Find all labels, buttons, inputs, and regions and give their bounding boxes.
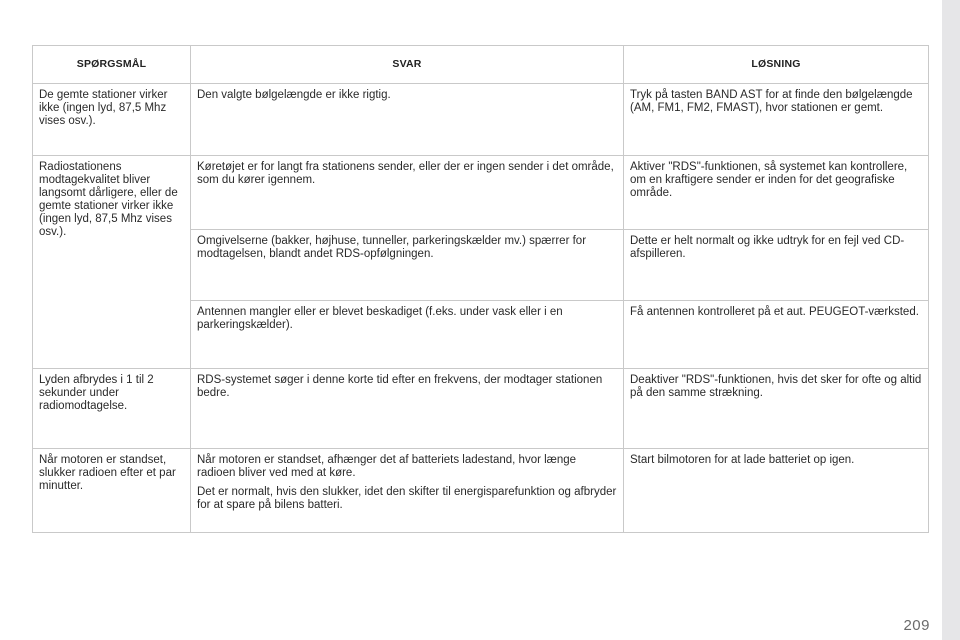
answer-text: Det er normalt, hvis den slukker, idet den skifter til energisparefunktion og afbryder for at spare på bilens batteri. [197,486,617,511]
solution-cell: Start bilmotoren for at lade batteriet op igen. [624,449,929,533]
question-cell: Når motoren er standset, slukker radioen efter et par minutter. [33,449,191,533]
solution-cell: Aktiver "RDS"-funktionen, så systemet kan kontrollere, om en kraftigere sender er inden for det geografiske område. [624,156,929,230]
question-cell: De gemte stationer virker ikke (ingen lyd, 87,5 Mhz vises osv.). [33,84,191,156]
table-row [33,84,929,156]
side-strip [942,0,960,640]
answer-text: Antennen mangler eller er blevet beskadiget (f.eks. under vask eller i en parkeringskælder). [197,306,563,331]
table-row [33,156,929,230]
answer-cell [191,156,624,230]
answer-text: Omgivelserne (bakker, højhuse, tunneller, parkeringskælder mv.) spærrer for modtagelsen, blandt andet RDS-opfølgningen. [197,235,587,260]
answer-text: Køretøjet er for langt fra stationens sender, eller der er ingen sender i det område, som du kører igennem. [197,161,614,186]
header-solution: LØSNING [624,46,929,84]
table-header-row [33,46,929,84]
header-answer: SVAR [191,46,624,84]
answer-cell [191,84,624,156]
question-cell: Lyden afbrydes i 1 til 2 sekunder under radiomodtagelse. [33,369,191,449]
answer-text: Når motoren er standset, afhænger det af batteriets ladestand, hvor længe radioen bliver ved med at køre. [197,454,577,479]
solution-cell: Tryk på tasten BAND AST for at finde den bølgelængde (AM, FM1, FM2, FMAST), hvor stationen er gemt. [624,84,929,156]
solution-cell: Deaktiver "RDS"-funktionen, hvis det sker for ofte og altid på den samme strækning. [624,369,929,449]
solution-cell: Dette er helt normalt og ikke udtryk for en fejl ved CD-afspilleren. [624,230,929,301]
solution-cell: Få antennen kontrolleret på et aut. PEUGEOT-værksted. [624,301,929,369]
table-row [33,449,929,533]
answer-text: RDS-systemet søger i denne korte tid efter en frekvens, der modtager stationen bedre. [197,374,603,399]
answer-cell [191,449,624,533]
page-number: 209 [903,617,930,634]
table-row [33,369,929,449]
troubleshooting-table [32,45,929,533]
answer-text: Den valgte bølgelængde er ikke rigtig. [197,89,391,101]
answer-cell [191,301,624,369]
header-question: SPØRGSMÅL [33,46,191,84]
question-cell: Radiostationens modtagekvalitet bliver langsomt dårligere, eller de gemte stationer virker ikke (ingen lyd, 87,5 Mhz vises osv.). [33,156,191,369]
answer-cell [191,369,624,449]
answer-cell [191,230,624,301]
